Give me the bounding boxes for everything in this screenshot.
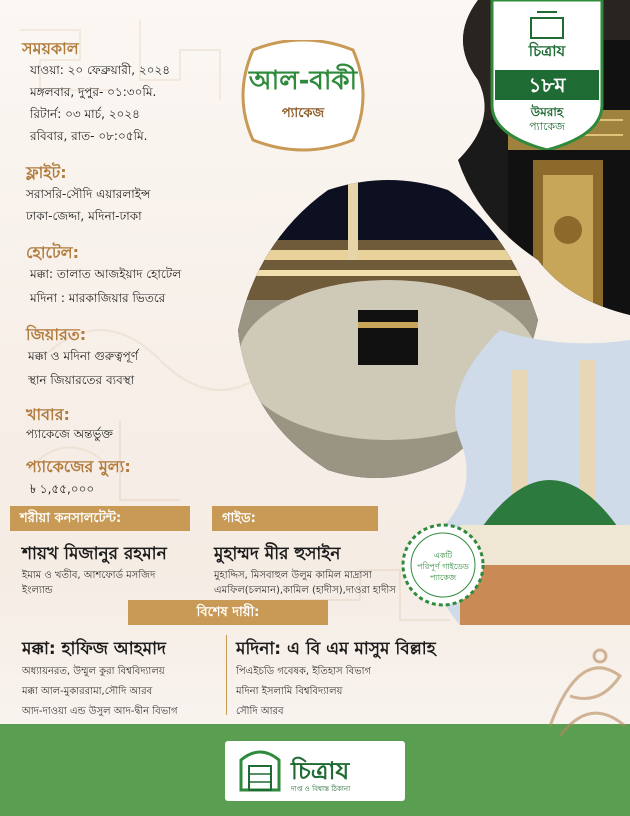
guide-name: মুহাম্মদ মীর হুসাইন: [214, 544, 341, 564]
madinah-daee-line: পিএইচডি গবেষক, ইতিহাস বিভাগ: [236, 666, 372, 677]
footer-tagline: দাপ্ত ও বিশ্বাস্ত ঠিকানা: [291, 785, 351, 793]
flight-heading: ফ্লাইট:: [26, 163, 67, 182]
food-line: প্যাকেজে অন্তর্ভুক্ত: [26, 427, 113, 441]
madinah-daee-line: মদিনা ইসলামি বিশ্ববিদ্যালয়: [236, 686, 343, 697]
schedule-line: যাওয়া: ২০ ফেব্রুয়ারী, ২০২৪: [30, 63, 171, 77]
makkah-daee-name: মক্কা: হাফিজ আহমাদ: [22, 639, 166, 659]
ziyarat-line: স্থান জিয়ারতের ব্যবস্থা: [28, 373, 135, 387]
ziyarat-line: মক্কা ও মদিনা গুরুত্বপূর্ণ: [28, 349, 139, 363]
schedule-heading: সময়কাল: [22, 39, 79, 58]
stamp-line: একটি: [433, 551, 453, 560]
guide-line: মুহাদ্দিস, মিসবাহুল উলুম কামিল মাদ্রাসা: [214, 570, 372, 581]
madinah-daee-line: সৌদি আরব: [236, 706, 284, 717]
makkah-daee-line: আদ-দাওয়া এন্ড উসুল আদ-দ্বীন বিভাগ: [22, 706, 178, 717]
footer-brand-name: চিত্রায: [291, 757, 350, 785]
stamp-line: প্যাকেজ: [429, 573, 457, 582]
title-badge: [233, 40, 373, 152]
special-tag: বিশেষ দায়ী:: [128, 600, 328, 625]
makkah-daee-line: অধ্যায়নরত, উম্মুল কুরা বিশ্ববিদ্যালয়: [22, 666, 165, 677]
badge-number: ১৮ম: [528, 73, 566, 97]
hotel-line: মদিনা : মারকাজিয়ার ভিতরে: [30, 291, 166, 305]
logo-badge: [487, 0, 607, 150]
price-heading: প্যাকেজের মুল্য:: [26, 457, 131, 476]
schedule-line: রিটার্ন: ০৩ মার্চ, ২০২৪: [30, 107, 140, 121]
consultant-tag: শরীয়া কনসালটেন্ট:: [10, 506, 190, 531]
badge-line2: প্যাকেজ: [529, 120, 565, 133]
guided-package-stamp: [400, 522, 486, 608]
guide-line: এমফিল(চলমান),কামিল (হাদীস),দাওরা হাদীস: [214, 585, 396, 596]
hotel-line: মক্কা: তালাত আজইয়াদ হোটেল: [30, 267, 182, 281]
stamp-line: পরিপূর্ণ গাইডেড: [417, 562, 469, 571]
food-heading: খাবার:: [26, 405, 70, 424]
package-subtitle: প্যাকেজ: [281, 106, 325, 121]
hotel-heading: হোটেল:: [26, 243, 80, 262]
stamp-text: [400, 550, 486, 583]
badge-line1: উমরাহ: [530, 105, 564, 119]
price-value: ৳ ১,৫৫,০০০: [30, 482, 95, 496]
flight-line: সরাসরি-সৌদি এয়ারলাইন্স: [26, 187, 151, 201]
makkah-daee-line: মক্কা আল-মুকাররামা,সৌদি আরব: [22, 686, 153, 697]
brand-logo-icon: [235, 746, 285, 796]
schedule-line: রবিবার, রাত- ০৮:০৫মি.: [30, 129, 148, 143]
package-title: আল-বাকী: [248, 66, 358, 96]
flight-line: ঢাকা-জেদ্দা, মদিনা-ঢাকা: [26, 209, 142, 223]
consultant-name: শায়খ মিজানুর রহমান: [22, 544, 167, 564]
madinah-daee-name: মদিনা: এ বি এম মাসুম বিল্লাহ: [236, 639, 436, 659]
consultant-line: ইংল্যান্ড: [22, 585, 53, 596]
footer-logo: [225, 741, 405, 801]
calligraphy-decoration: [540, 636, 630, 746]
guide-tag: গাইড:: [212, 506, 378, 531]
consultant-line: ইমাম ও খতীব, আশফোর্ড মসজিদ: [22, 570, 156, 581]
badge-brand-name: চিত্রায: [528, 42, 566, 60]
divider: [226, 635, 227, 715]
ziyarat-heading: জিয়ারত:: [26, 325, 87, 344]
schedule-line: মঙ্গলবার, দুপুর- ০১:৩০মি.: [30, 85, 157, 99]
